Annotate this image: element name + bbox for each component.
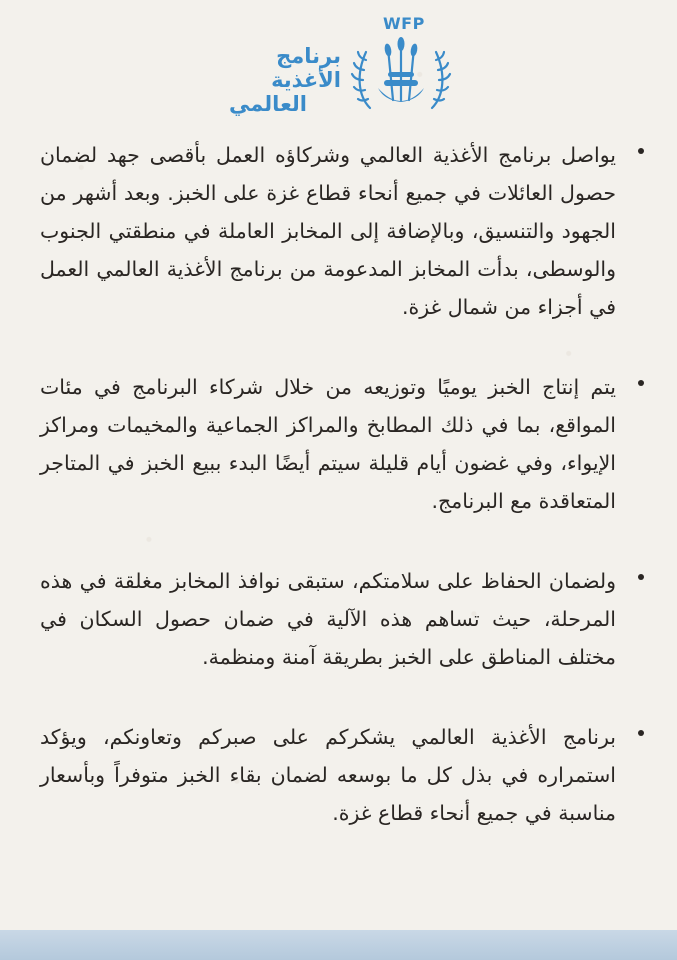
paragraph-3 xyxy=(40,562,630,676)
paragraph-1 xyxy=(40,136,630,326)
announcement-body xyxy=(40,136,630,874)
logo-name-line1: برنامج الأغذية xyxy=(271,44,341,93)
paragraph-2 xyxy=(40,368,630,520)
bullet-dot xyxy=(638,148,644,154)
paragraph-text: ولضمان الحفاظ على سلامتكم، ستبقى نوافذ المخابز مغلقة في هذه المرحلة، حيث تساهم هذه الآلية في ضمان حصول السكان في مختلف المناطق على الخبز بطريقة آمنة ومنظمة. xyxy=(40,569,616,669)
logo-arabic-name xyxy=(201,44,341,116)
logo-name-line2: العالمي xyxy=(228,92,308,117)
paragraph-text: يتم إنتاج الخبز يوميًا وتوزيعه من خلال شركاء البرنامج في مئات المواقع، بما في ذلك المطابخ والمراكز الجماعية والمخيمات ومراكز الإيواء، وفي غضون أيام قليلة سيتم أيضًا البدء ببيع الخبز في المتاجر المتعاقدة مع البرنامج. xyxy=(40,375,616,513)
bullet-dot xyxy=(638,380,644,386)
wfp-emblem-icon xyxy=(348,30,454,118)
paragraph-text: برنامج الأغذية العالمي يشكركم على صبركم وتعاونكم، ويؤكد استمراره في بذل كل ما بوسعه لضمان بقاء الخبز متوفراً وبأسعار مناسبة في جميع أنحاء قطاع غزة. xyxy=(40,725,616,825)
paragraph-4 xyxy=(40,718,630,832)
paragraph-text: يواصل برنامج الأغذية العالمي وشركاؤه العمل بأقصى جهد لضمان حصول العائلات في جميع أنحاء قطاع غزة على الخبز. وبعد أشهر من الجهود والتنسيق، وبالإضافة إلى المخابز العاملة في منطقتي الجنوب والوسطى، بدأت المخابز المدعومة من برنامج الأغذية العالمي العمل في أجزاء من شمال غزة. xyxy=(40,143,616,319)
wfp-logo-header xyxy=(203,8,453,118)
bullet-dot xyxy=(638,730,644,736)
logo-wordmark: WFP xyxy=(383,14,425,33)
bottom-band xyxy=(0,930,677,960)
bullet-dot xyxy=(638,574,644,580)
